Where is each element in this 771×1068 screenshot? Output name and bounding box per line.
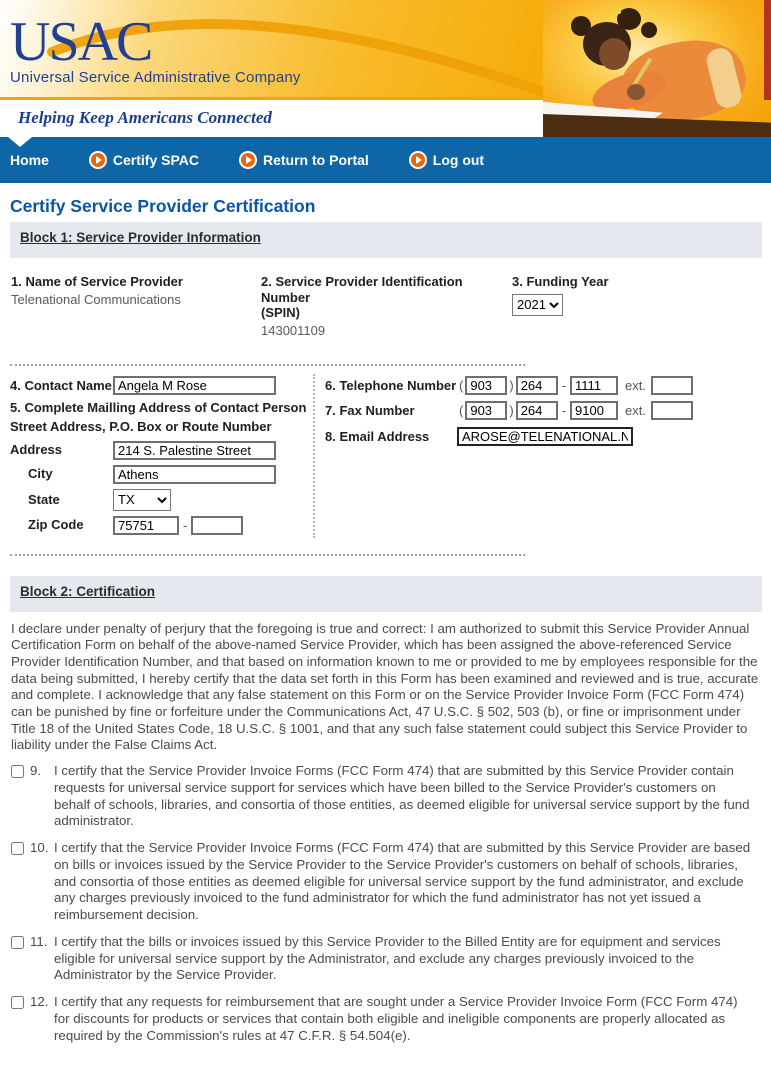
- close-paren: ): [509, 403, 514, 419]
- certification-item-10: [11, 840, 762, 924]
- cert-number: 10.: [30, 840, 49, 856]
- provider-name-label: 1. Name of Service Provider: [11, 274, 183, 289]
- perjury-declaration: I declare under penalty of perjury that the foregoing is true and correct: I am authorized to submit this Service Provider Annual Certification Form on behalf of the above-named Service Provider, which has been assigned the above-referenced Service Provider Identification Number, and that based on information known to me or provided to me by employees responsible for the data being submitted, I hereby certify that the data set forth in this Form has been examined and reviewed and is true, accurate and complete. I acknowledge that any false statement on this Form or on the Service Provider Invoice Form (FCC Form 474) can be punished by fine or forfeiture under the Communications Act, 47 U.S.C. § 502, 503 (b), or fine or imprisonment under Title 18 of the United States Code, 18 U.S.C. § 1001, and that any such false statement could subject this Service Provider to liability under the False Claims Act.: [11, 620, 759, 753]
- provider-info-row: [11, 274, 762, 338]
- open-paren: (: [459, 403, 464, 419]
- cert-number: 9.: [30, 763, 42, 779]
- logo-subtitle: Universal Service Administrative Company: [10, 69, 301, 86]
- cert-number: 11.: [30, 933, 48, 949]
- spin-field: [261, 274, 512, 338]
- active-tab-notch: [8, 137, 32, 147]
- fax-prefix-input[interactable]: [516, 401, 558, 420]
- nav-home[interactable]: [10, 152, 49, 168]
- fax-line-input[interactable]: [570, 401, 618, 420]
- main-nav: [0, 137, 771, 183]
- mailing-address-label-line1: 5. Complete Mailling Address of Contact Person: [10, 400, 307, 416]
- cert-text: I certify that any requests for reimbursement that are sought under a Service Provider Invoice Form (FCC Form 474) for discounts for products or services that contain both eligible and ineligible components are properly allocated as required by the Commission's rules at 47 C.F.R. § 54.504(e).: [54, 994, 738, 1043]
- telephone-line-input[interactable]: [570, 376, 618, 395]
- close-paren: ): [509, 378, 514, 394]
- arrow-circle-icon: [91, 153, 105, 167]
- city-label: City: [28, 466, 53, 482]
- cert-text: I certify that the bills or invoices issued by this Service Provider to the Billed Entity are for equipment and services eligible for universal service support by the Administrator, and exclude any charges previously invoiced to the Administrator by the Service Provider.: [54, 933, 721, 983]
- certification-item-12: [11, 994, 762, 1044]
- contact-name-label: 4. Contact Name: [10, 378, 112, 394]
- contact-name-input[interactable]: [113, 376, 276, 395]
- block1-header: [10, 222, 762, 258]
- red-edge-strip: [764, 0, 771, 100]
- vertical-dotted-divider: [313, 374, 315, 537]
- zip-dash: -: [183, 517, 188, 533]
- state-label: State: [28, 491, 60, 507]
- nav-log-out-label: Log out: [432, 152, 485, 168]
- telephone-label: 6. Telephone Number: [325, 378, 457, 394]
- email-input[interactable]: [457, 427, 633, 446]
- logo-block: [10, 11, 301, 86]
- certification-item-11: [11, 934, 762, 984]
- photo-face: [599, 38, 629, 70]
- provider-name-value: Telenational Communications: [11, 291, 181, 307]
- city-input[interactable]: [113, 465, 276, 484]
- telephone-ext-label: ext.: [625, 378, 646, 394]
- main-content: [0, 196, 771, 1068]
- photo-hair: [641, 22, 657, 38]
- funding-year-field: [512, 274, 712, 338]
- state-select[interactable]: [113, 489, 171, 511]
- zip-label: Zip Code: [28, 517, 84, 533]
- cert-number: 12.: [30, 994, 49, 1010]
- nav-home-label: Home: [10, 152, 49, 168]
- mailing-address-label-line2: Street Address, P.O. Box or Route Number: [10, 418, 272, 434]
- spin-label-line1: 2. Service Provider Identification Number: [261, 274, 463, 305]
- fax-area-input[interactable]: [465, 401, 507, 420]
- tagline: Helping Keep Americans Connected: [18, 108, 272, 127]
- photo-hair-bow: [613, 6, 621, 14]
- block2-header: [10, 576, 762, 612]
- zip-ext-input[interactable]: [191, 516, 243, 535]
- dotted-divider: [10, 554, 525, 556]
- spin-value: 143001109: [261, 322, 326, 338]
- arrow-circle-icon: [411, 153, 425, 167]
- telephone-prefix-input[interactable]: [516, 376, 558, 395]
- block2-title: Block 2: Certification: [20, 583, 156, 599]
- arrow-circle-icon: [241, 153, 255, 167]
- address-label: Address: [10, 442, 63, 458]
- funding-year-label: 3. Funding Year: [512, 274, 609, 289]
- cert-checkbox-12[interactable]: [11, 996, 24, 1009]
- nav-certify-spac-label: Certify SPAC: [112, 152, 199, 168]
- fax-dash: -: [561, 403, 567, 419]
- fax-label: 7. Fax Number: [325, 403, 415, 419]
- cert-text: I certify that the Service Provider Invoice Forms (FCC Form 474) that are submitted by this Service Provider are based on bills or invoices issued by the Service Provider to the Service Provider's customers on behalf of schools, libraries, and consortia of those entities as deemed eligible for universal service support by the fund administrator, and exclude any charges previously invoiced to the fund administrator for which the fund administrator has not yet issued a reimbursement decision.: [54, 840, 751, 923]
- cert-text: I certify that the Service Provider Invoice Forms (FCC Form 474) that are submitted by this Service Provider contain requests for universal service support for services which have been billed to the Service Provider's customers on behalf of schools, libraries, and consortia of those entities, as deemed eligible for universal service support by the fund administrator.: [54, 763, 750, 829]
- header: [0, 0, 771, 137]
- contact-section: [10, 366, 762, 547]
- nav-return-to-portal-label: Return to Portal: [263, 152, 369, 168]
- spin-label-line2: (SPIN): [261, 305, 300, 321]
- usac-logo: USAC: [10, 11, 152, 73]
- email-label: 8. Email Address: [325, 429, 430, 445]
- child-writing-photo: [543, 0, 771, 137]
- cert-checkbox-9[interactable]: [11, 765, 24, 778]
- open-paren: (: [459, 378, 464, 394]
- contact-right-column: [325, 376, 762, 452]
- nav-certify-spac[interactable]: [91, 152, 199, 168]
- photo-hand: [627, 84, 645, 100]
- fax-ext-input[interactable]: [651, 401, 693, 420]
- certification-item-9: [11, 763, 762, 830]
- cert-checkbox-11[interactable]: [11, 936, 24, 949]
- contact-left-column: [10, 376, 308, 534]
- nav-return-to-portal[interactable]: [241, 152, 369, 168]
- block1-title: Block 1: Service Provider Information: [20, 230, 261, 245]
- page-title: Certify Service Provider Certification: [10, 196, 316, 216]
- nav-log-out[interactable]: [411, 152, 484, 168]
- provider-name-field: [11, 274, 261, 338]
- fax-ext-label: ext.: [625, 403, 646, 419]
- phone-dash: -: [561, 378, 567, 394]
- funding-year-select[interactable]: [512, 294, 563, 316]
- address-input[interactable]: [113, 441, 276, 460]
- telephone-ext-input[interactable]: [651, 376, 693, 395]
- zip-input[interactable]: [113, 516, 179, 535]
- telephone-area-input[interactable]: [465, 376, 507, 395]
- cert-checkbox-10[interactable]: [11, 842, 24, 855]
